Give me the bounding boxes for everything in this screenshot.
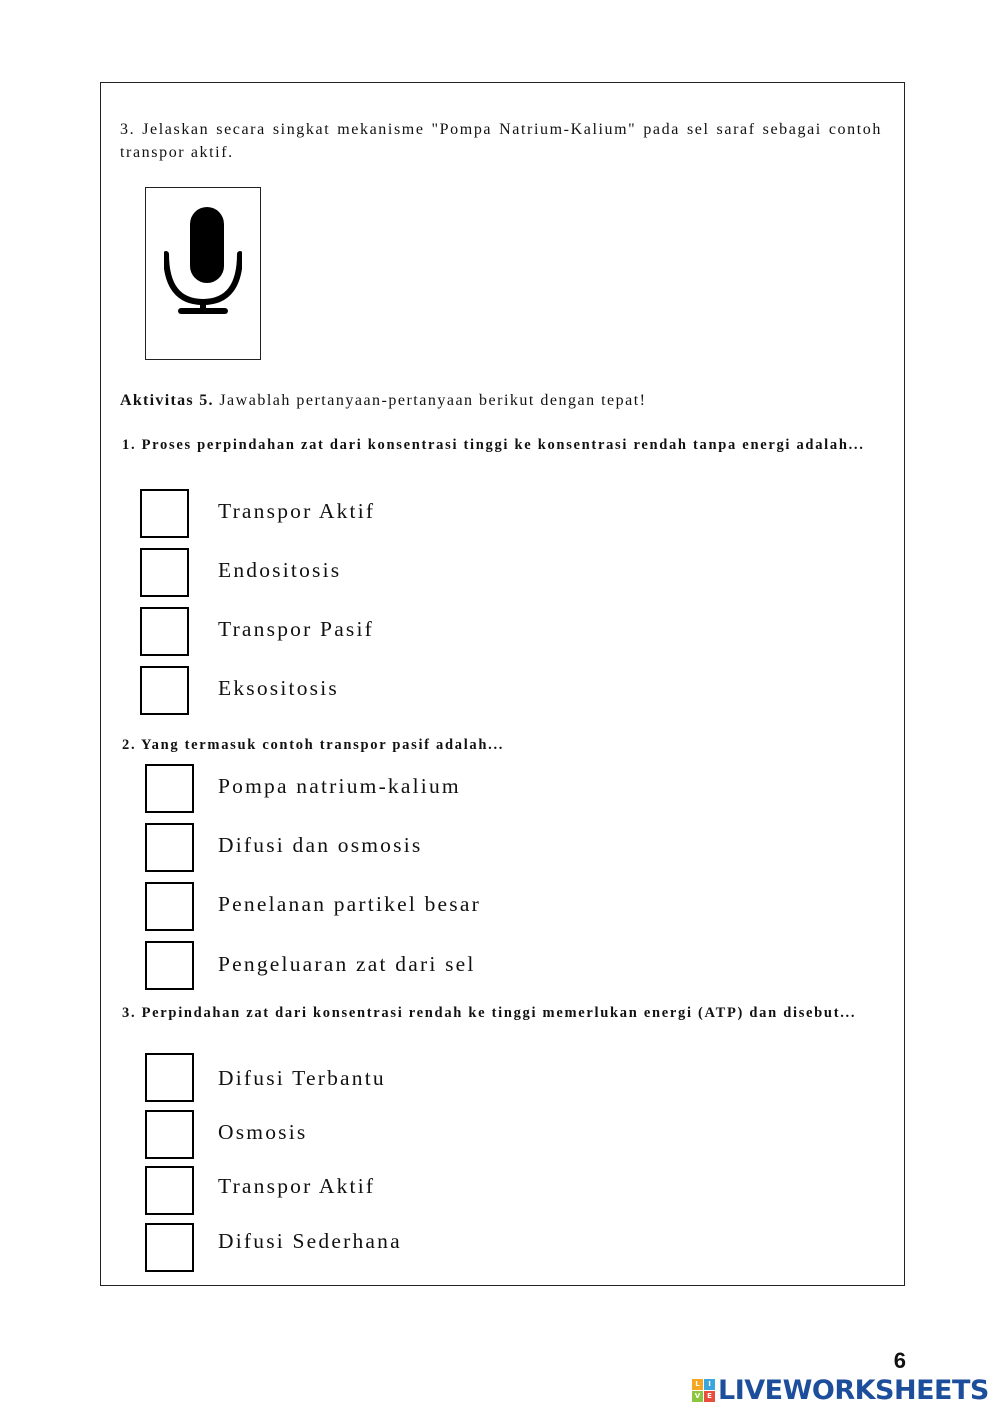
q1-option-1-label: Transpor Aktif bbox=[218, 499, 376, 523]
q3-option-2-label: Osmosis bbox=[218, 1120, 308, 1144]
q1-option-2-label: Endositosis bbox=[218, 558, 342, 582]
q1-option-1-checkbox[interactable] bbox=[140, 489, 189, 538]
activity-label: Aktivitas 5. bbox=[120, 392, 214, 409]
essay-question: 3. Jelaskan secara singkat mekanisme "Pompa Natrium-Kalium" pada sel saraf sebagai contoh transpor aktif. bbox=[120, 121, 882, 161]
question-2: 2. Yang termasuk contoh transpor pasif adalah... bbox=[122, 737, 505, 753]
liveworksheets-logo bbox=[692, 1374, 989, 1406]
microphone-icon bbox=[164, 204, 242, 314]
q2-option-2-checkbox[interactable] bbox=[145, 823, 194, 872]
question-3: 3. Perpindahan zat dari konsentrasi rendah ke tinggi memerlukan energi (ATP) dan disebut... bbox=[122, 1005, 857, 1021]
q1-option-3-label: Transpor Pasif bbox=[218, 617, 375, 641]
page-number: 6 bbox=[893, 1348, 906, 1373]
q2-option-4-checkbox[interactable] bbox=[145, 941, 194, 990]
question-1: 1. Proses perpindahan zat dari konsentrasi tinggi ke konsentrasi rendah tanpa energi adalah... bbox=[122, 437, 865, 453]
q3-option-3-checkbox[interactable] bbox=[145, 1166, 194, 1215]
q2-option-4-label: Pengeluaran zat dari sel bbox=[218, 952, 476, 976]
q3-option-1-label: Difusi Terbantu bbox=[218, 1066, 386, 1090]
q1-option-2-checkbox[interactable] bbox=[140, 548, 189, 597]
q2-option-3-checkbox[interactable] bbox=[145, 882, 194, 931]
q3-option-4-checkbox[interactable] bbox=[145, 1223, 194, 1272]
logo-cube: V bbox=[692, 1391, 703, 1402]
logo-text: LIVEWORKSHEETS bbox=[718, 1374, 989, 1406]
q2-option-2-label: Difusi dan osmosis bbox=[218, 833, 423, 857]
q3-option-1-checkbox[interactable] bbox=[145, 1053, 194, 1102]
q3-option-4-label: Difusi Sederhana bbox=[218, 1229, 402, 1253]
q2-option-1-label: Pompa natrium-kalium bbox=[218, 774, 461, 798]
logo-cube: E bbox=[704, 1391, 715, 1402]
record-audio-button[interactable] bbox=[145, 187, 261, 360]
q1-option-3-checkbox[interactable] bbox=[140, 607, 189, 656]
q3-option-3-label: Transpor Aktif bbox=[218, 1174, 376, 1198]
logo-cubes-icon bbox=[692, 1379, 715, 1402]
activity-instruction: Jawablah pertanyaan-pertanyaan berikut dengan tepat! bbox=[219, 392, 647, 409]
logo-cube: I bbox=[704, 1379, 715, 1390]
activity-heading bbox=[120, 392, 647, 410]
q1-option-4-label: Eksositosis bbox=[218, 676, 339, 700]
q2-option-1-checkbox[interactable] bbox=[145, 764, 194, 813]
q1-option-4-checkbox[interactable] bbox=[140, 666, 189, 715]
q2-option-3-label: Penelanan partikel besar bbox=[218, 892, 481, 916]
q3-option-2-checkbox[interactable] bbox=[145, 1110, 194, 1159]
logo-cube: L bbox=[692, 1379, 703, 1390]
